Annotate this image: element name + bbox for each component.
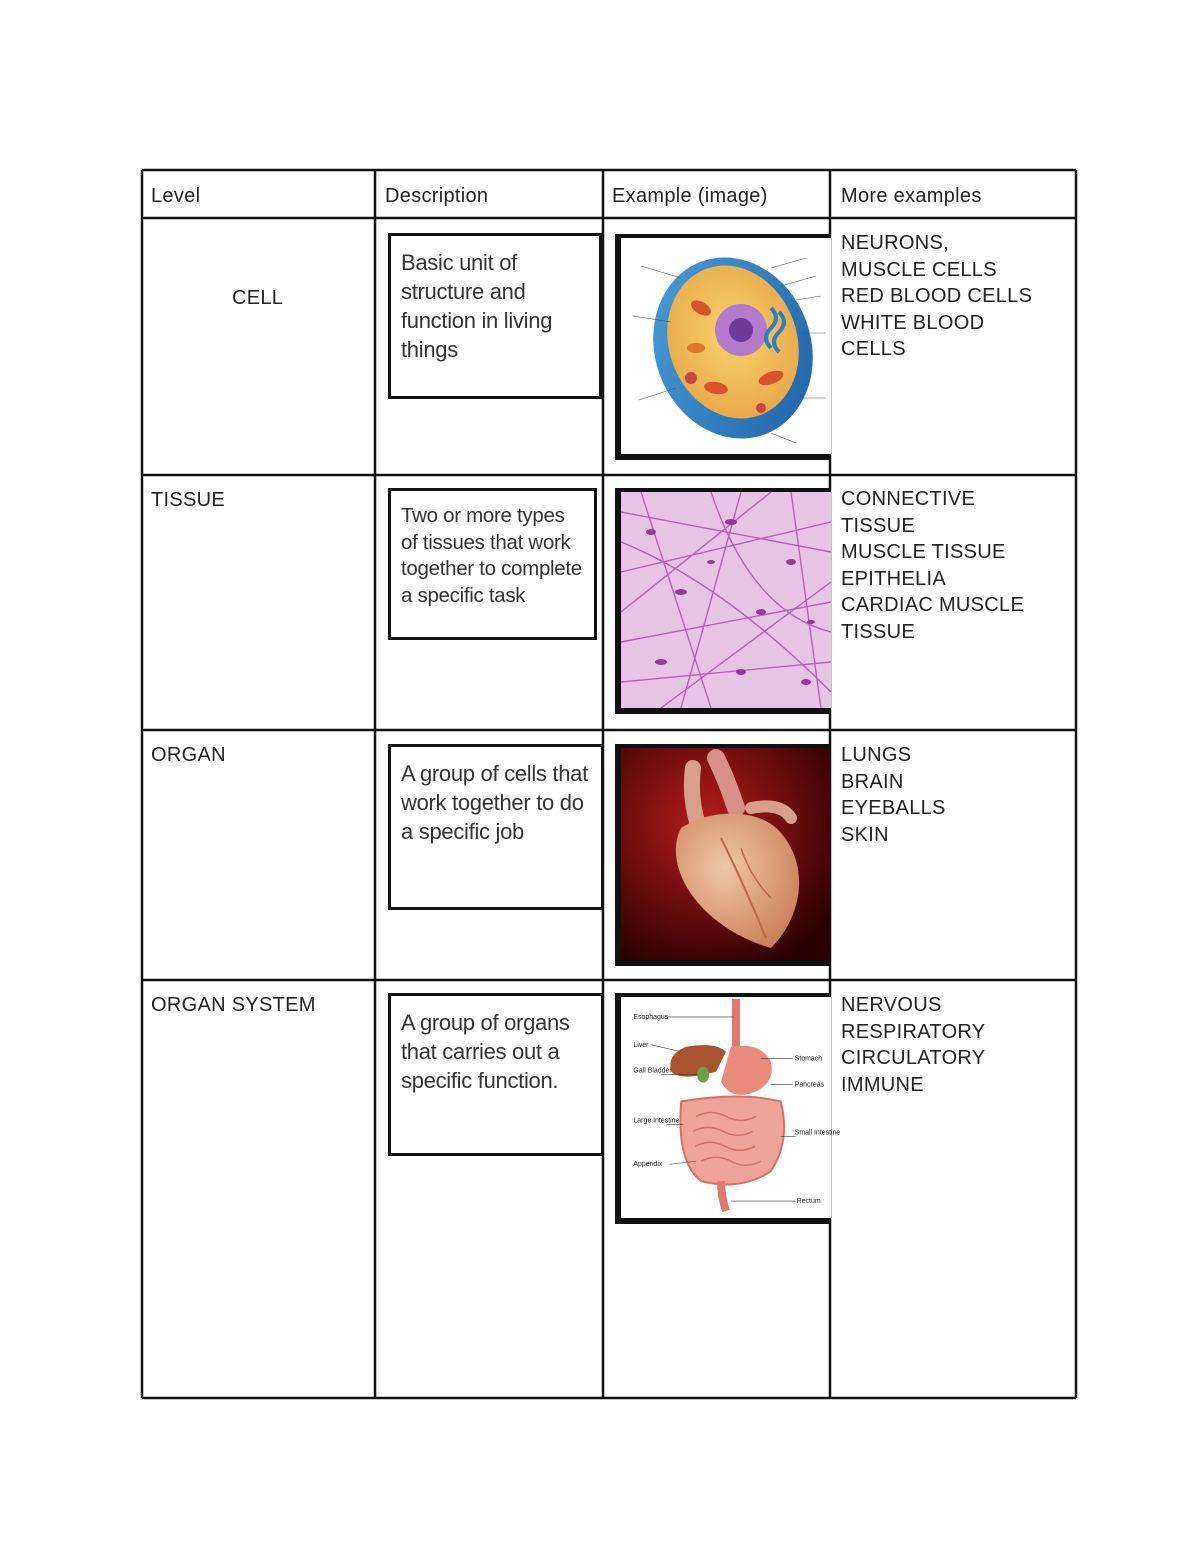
label-esophagus: Esophagus (633, 1013, 669, 1021)
label-appendix: Appendix (633, 1161, 663, 1169)
header-more-examples: More examples (841, 185, 982, 207)
label-small-intestine: Small Intestine (794, 1129, 841, 1137)
label-pancreas: Pancreas (794, 1081, 825, 1089)
animal-cell-diagram-icon (615, 234, 831, 460)
examples-organ-system: NERVOUS RESPIRATORY CIRCULATORY IMMUNE (841, 994, 986, 1096)
digestive-system-diagram-icon (615, 993, 841, 1224)
header-level: Level (151, 185, 201, 207)
examples-organ: LUNGS BRAIN EYEBALLS SKIN (841, 744, 946, 846)
connective-tissue-micrograph-icon (615, 488, 831, 714)
label-rectum: Rectum (796, 1198, 821, 1206)
header-example-image: Example (image) (612, 185, 768, 207)
description-tissue: Two or more types of tissues that work together to complete a specific task (388, 488, 597, 640)
description-cell: Basic unit of structure and function in living things (388, 233, 602, 399)
description-organ-system: A group of organs that carries out a specific function. (388, 993, 604, 1156)
heart-illustration-icon (615, 744, 831, 966)
level-organ-system: ORGAN SYSTEM (151, 994, 316, 1016)
level-organ: ORGAN (151, 744, 226, 766)
header-description: Description (385, 185, 489, 207)
level-tissue: TISSUE (151, 489, 226, 511)
label-stomach: Stomach (794, 1055, 823, 1063)
level-cell: CELL (232, 287, 284, 309)
label-large-intestine: Large Intestine (633, 1117, 680, 1125)
examples-cell: NEURONS, MUSCLE CELLS RED BLOOD CELLS WHITE BLOOD CELLS (841, 232, 1033, 361)
label-liver: Liver (633, 1041, 649, 1049)
examples-tissue: CONNECTIVE TISSUE MUSCLE TISSUE EPITHELIA CARDIAC MUSCLE TISSUE (841, 488, 1025, 643)
description-organ: A group of cells that work together to do a specific job (388, 744, 604, 910)
label-gall-bladder: Gall Bladder (633, 1067, 672, 1075)
